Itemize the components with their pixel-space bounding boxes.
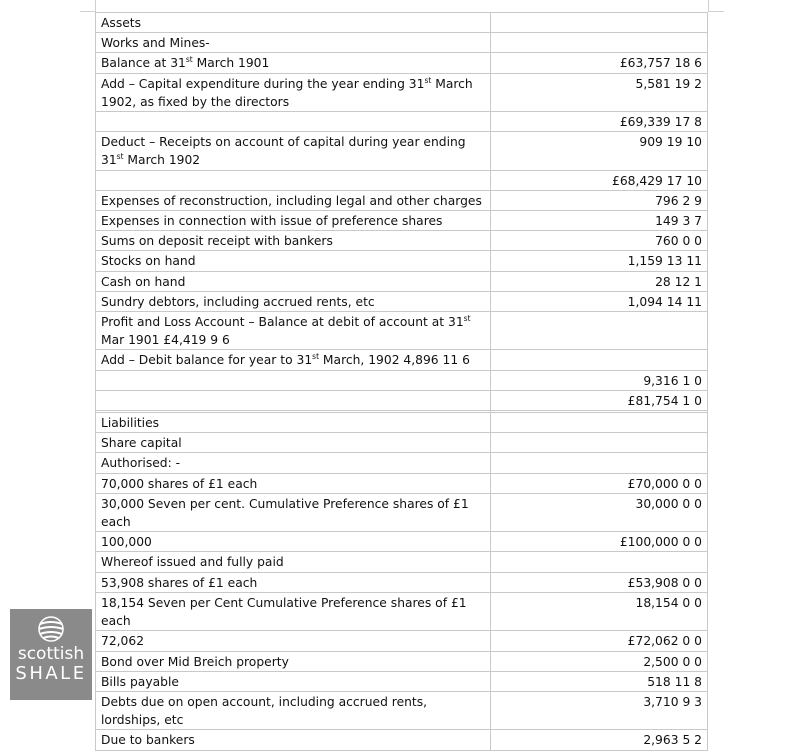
ledger-description: 70,000 shares of £1 each <box>96 473 491 493</box>
page-margin-line-left <box>80 11 95 12</box>
ledger-row <box>96 271 708 291</box>
ledger-description <box>96 112 491 132</box>
ledger-row <box>96 671 708 691</box>
ledger-amount: 518 11 8 <box>490 671 707 691</box>
ledger-amount <box>490 433 707 453</box>
ledger-row <box>96 73 708 111</box>
ledger-amount: 2,963 5 2 <box>490 730 707 750</box>
ledger-amount <box>490 312 707 350</box>
ledger-amount: £53,908 0 0 <box>490 572 707 592</box>
ledger-row <box>96 473 708 493</box>
ledger-row <box>96 552 708 572</box>
shale-strata-icon <box>37 615 65 643</box>
ledger-row <box>96 691 708 729</box>
ledger-row <box>96 132 708 170</box>
ledger-row <box>96 651 708 671</box>
ledger-amount: £63,757 18 6 <box>490 53 707 73</box>
ledger-row <box>96 350 708 370</box>
ledger-amount: 760 0 0 <box>490 231 707 251</box>
ledger-description: Whereof issued and fully paid <box>96 552 491 572</box>
ledger-description: Sums on deposit receipt with bankers <box>96 231 491 251</box>
ledger-description <box>96 370 491 390</box>
ledger-row <box>96 370 708 390</box>
ledger-description: 18,154 Seven per Cent Cumulative Preference shares of £1 each <box>96 592 491 630</box>
balance-sheet-body <box>96 13 708 751</box>
ledger-row <box>96 53 708 73</box>
ledger-amount <box>490 413 707 433</box>
ledger-row <box>96 592 708 630</box>
ledger-description: Cash on hand <box>96 271 491 291</box>
ledger-row <box>96 291 708 311</box>
ledger-description: Expenses of reconstruction, including legal and other charges <box>96 190 491 210</box>
ledger-row <box>96 13 708 33</box>
ledger-amount: 149 3 7 <box>490 211 707 231</box>
ledger-amount <box>490 453 707 473</box>
ledger-row <box>96 453 708 473</box>
ledger-amount: 909 19 10 <box>490 132 707 170</box>
ledger-amount <box>490 33 707 53</box>
ledger-description: Assets <box>96 13 491 33</box>
ledger-amount: £70,000 0 0 <box>490 473 707 493</box>
scottish-shale-logo <box>10 609 92 700</box>
ledger-description: Balance at 31st March 1901 <box>96 53 491 73</box>
ledger-row <box>96 112 708 132</box>
ledger-row <box>96 231 708 251</box>
ledger-description: Add – Capital expenditure during the year ending 31st March 1902, as fixed by the directors <box>96 73 491 111</box>
ledger-amount: 1,094 14 11 <box>490 291 707 311</box>
ledger-amount: 28 12 1 <box>490 271 707 291</box>
ledger-description: Authorised: - <box>96 453 491 473</box>
ledger-description: Bond over Mid Breich property <box>96 651 491 671</box>
ledger-amount: 1,159 13 11 <box>490 251 707 271</box>
ledger-amount: 796 2 9 <box>490 190 707 210</box>
ledger-description: Liabilities <box>96 413 491 433</box>
ledger-description: 30,000 Seven per cent. Cumulative Preference shares of £1 each <box>96 493 491 531</box>
ledger-description: 72,062 <box>96 631 491 651</box>
page-margin-line-right <box>708 11 724 12</box>
balance-sheet-table <box>95 12 708 751</box>
ledger-row <box>96 413 708 433</box>
ledger-description: Stocks on hand <box>96 251 491 271</box>
ledger-amount: 30,000 0 0 <box>490 493 707 531</box>
ledger-description: Works and Mines- <box>96 33 491 53</box>
ledger-description: Debts due on open account, including accrued rents, lordships, etc <box>96 691 491 729</box>
ledger-description: Deduct – Receipts on account of capital during year ending 31st March 1902 <box>96 132 491 170</box>
ledger-amount: £68,429 17 10 <box>490 170 707 190</box>
ledger-description: 100,000 <box>96 532 491 552</box>
ledger-row <box>96 312 708 350</box>
ledger-row <box>96 532 708 552</box>
ledger-amount: 9,316 1 0 <box>490 370 707 390</box>
ledger-amount <box>490 350 707 370</box>
ledger-amount <box>490 552 707 572</box>
page-edge-left <box>95 0 96 12</box>
ledger-description: Bills payable <box>96 671 491 691</box>
ledger-description: Due to bankers <box>96 730 491 750</box>
ledger-amount: £72,062 0 0 <box>490 631 707 651</box>
ledger-description: Share capital <box>96 433 491 453</box>
ledger-row <box>96 390 708 410</box>
ledger-row <box>96 33 708 53</box>
ledger-row <box>96 170 708 190</box>
ledger-row <box>96 433 708 453</box>
ledger-description: Expenses in connection with issue of preference shares <box>96 211 491 231</box>
ledger-row <box>96 211 708 231</box>
ledger-description <box>96 390 491 410</box>
ledger-amount: 3,710 9 3 <box>490 691 707 729</box>
ledger-row <box>96 730 708 750</box>
logo-text-scottish: scottish <box>17 644 85 664</box>
ledger-row <box>96 572 708 592</box>
ledger-row <box>96 631 708 651</box>
ledger-description: Profit and Loss Account – Balance at debit of account at 31st Mar 1901 £4,419 9 6 <box>96 312 491 350</box>
ledger-amount: £81,754 1 0 <box>490 390 707 410</box>
ledger-row <box>96 251 708 271</box>
ledger-amount <box>490 13 707 33</box>
ledger-description: Add – Debit balance for year to 31st March, 1902 4,896 11 6 <box>96 350 491 370</box>
ledger-description: Sundry debtors, including accrued rents, etc <box>96 291 491 311</box>
ledger-row <box>96 493 708 531</box>
ledger-amount: 2,500 0 0 <box>490 651 707 671</box>
logo-text-shale: SHALE <box>15 663 87 684</box>
ledger-amount: 18,154 0 0 <box>490 592 707 630</box>
ledger-amount: £100,000 0 0 <box>490 532 707 552</box>
ledger-description: 53,908 shares of £1 each <box>96 572 491 592</box>
ledger-amount: £69,339 17 8 <box>490 112 707 132</box>
ledger-row <box>96 190 708 210</box>
ledger-amount: 5,581 19 2 <box>490 73 707 111</box>
ledger-description <box>96 170 491 190</box>
